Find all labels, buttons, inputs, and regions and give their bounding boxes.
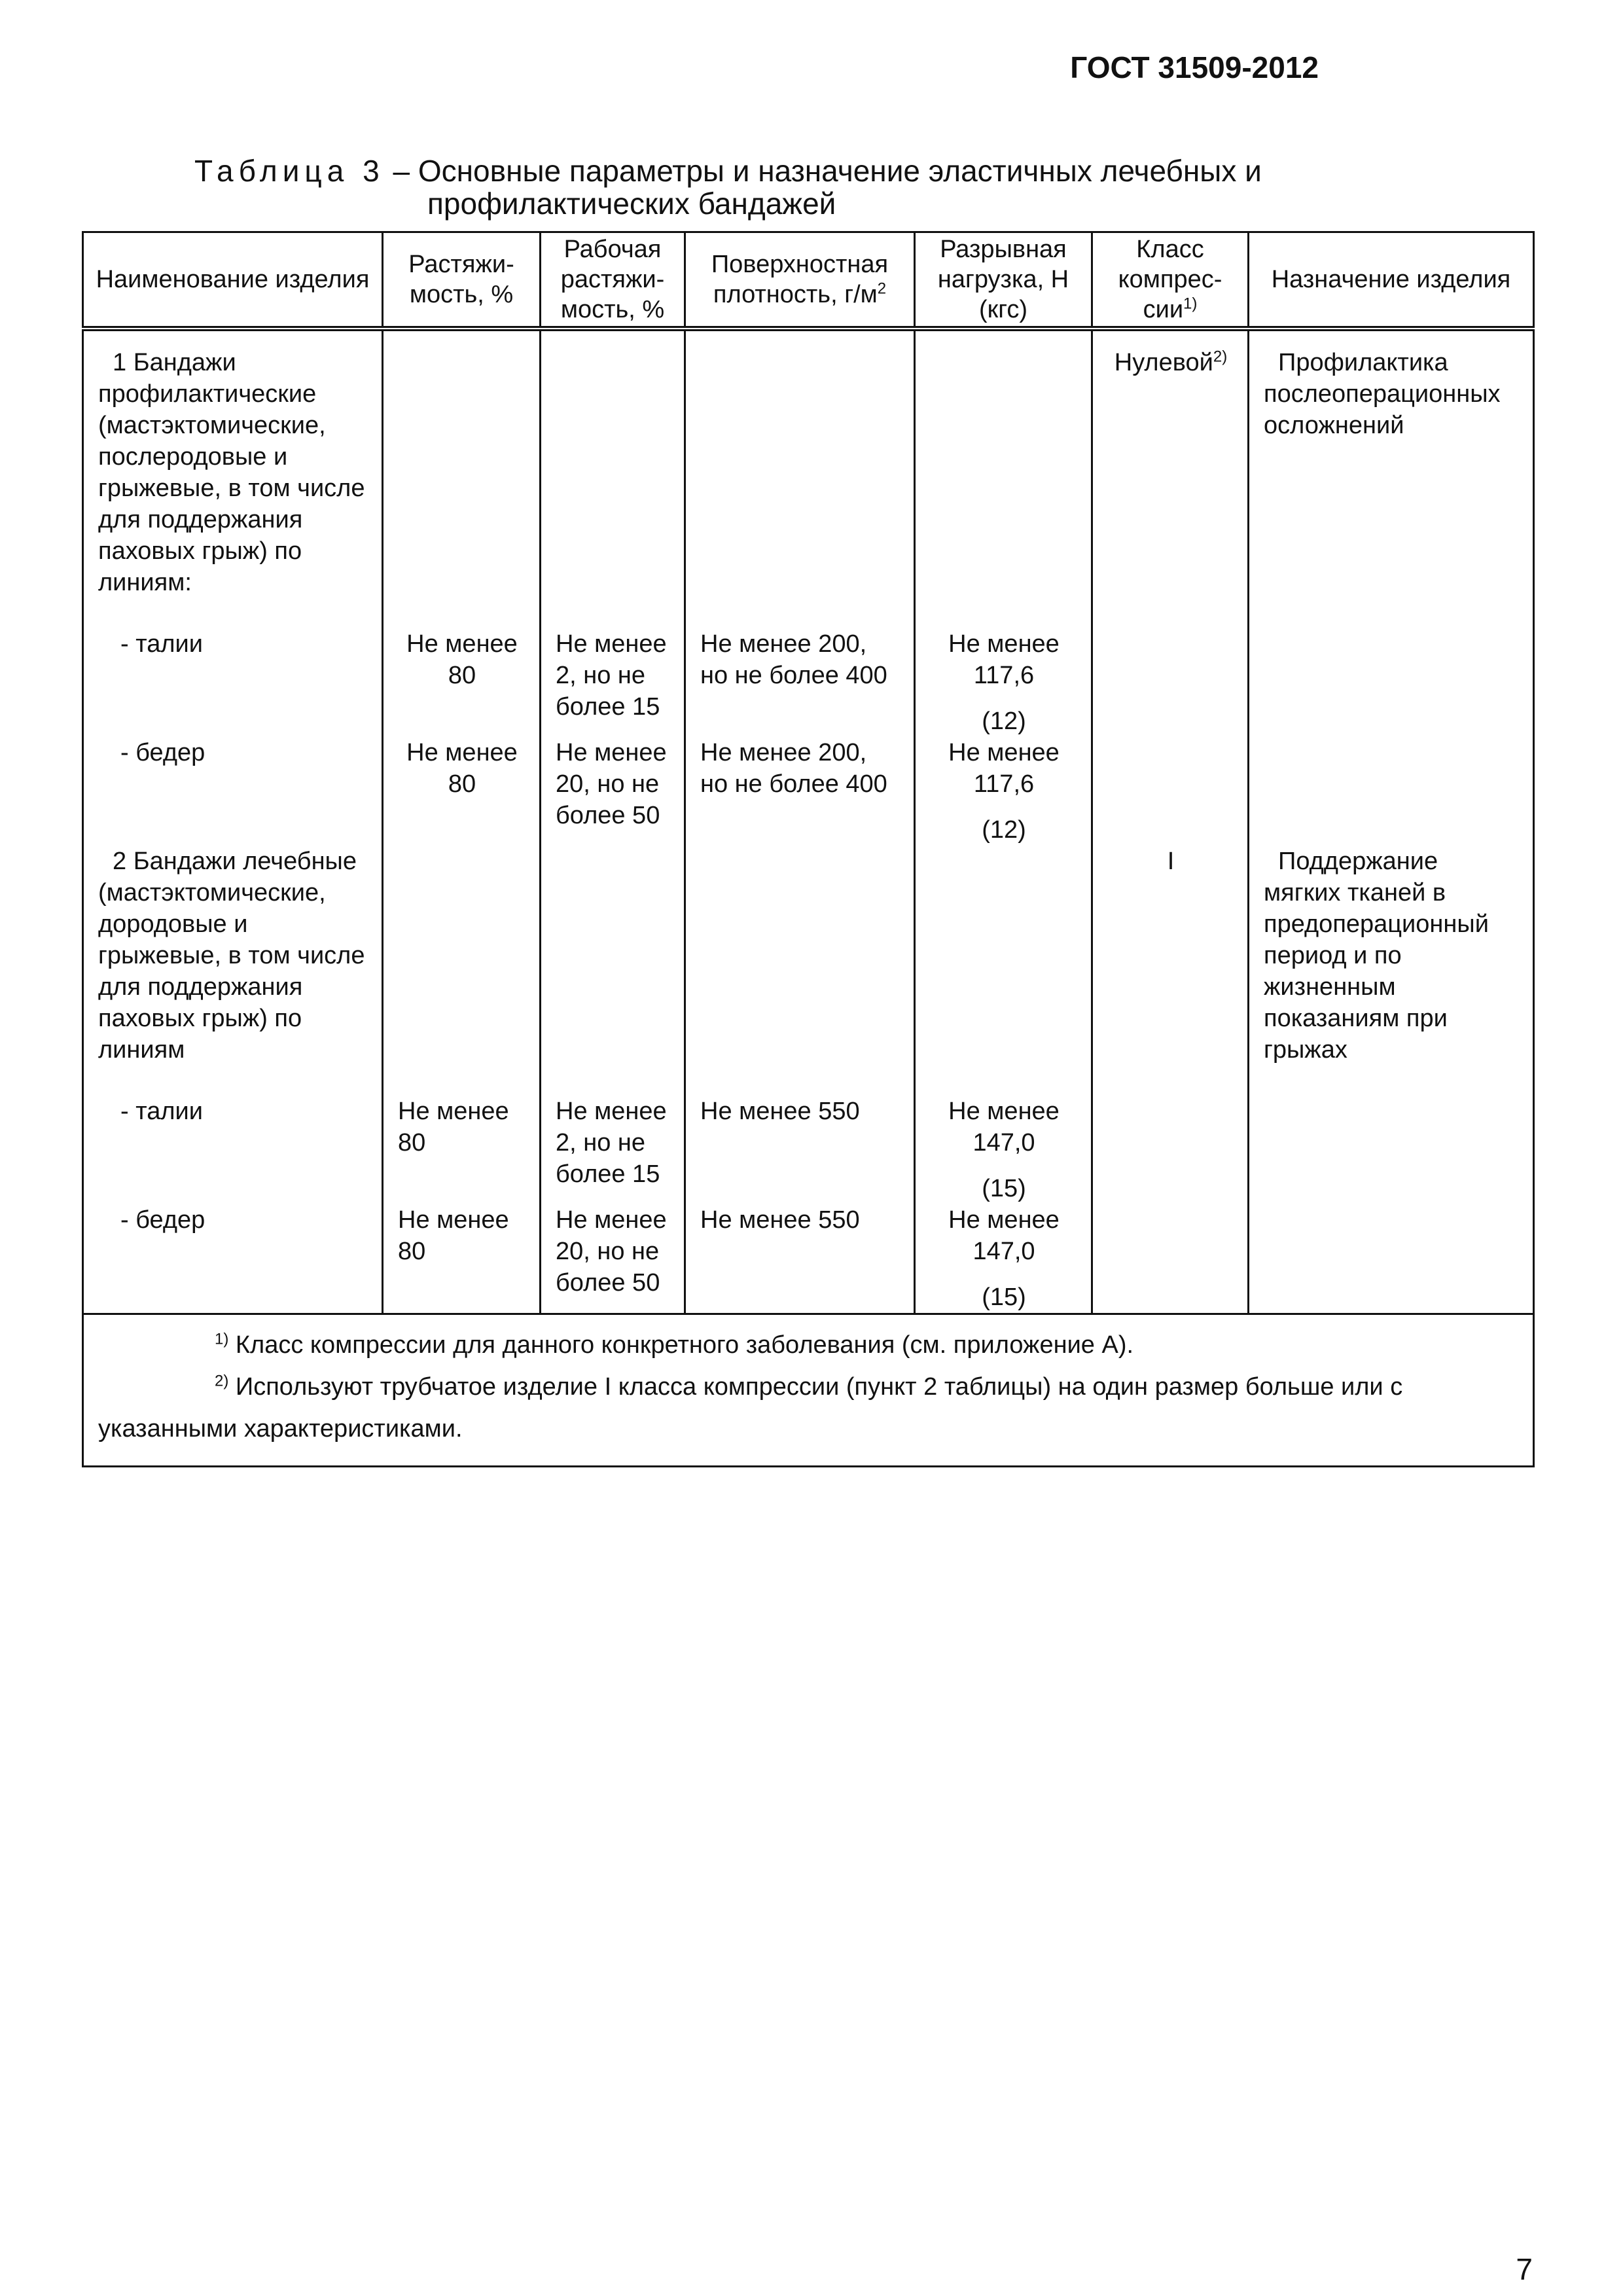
- col-header-load: Разрывная нагрузка, Н (кгс): [915, 232, 1092, 329]
- col-header-purpose: Назначение изделия: [1249, 232, 1534, 329]
- footnotes-row: [83, 1314, 1534, 1467]
- group1-compression: Нулевой$^{2)}$: [1092, 347, 1249, 628]
- row-work-stretch: Не менее 2, но не более 15: [541, 628, 685, 737]
- group2-compression: I: [1092, 846, 1249, 1096]
- row-stretch: Не менее 80: [383, 1096, 541, 1204]
- col-header-work-stretch: Рабочая растяжи-мость, %: [541, 232, 685, 329]
- standard-code: ГОСТ 31509-2012: [1070, 50, 1319, 84]
- col-header-name: Наименование изделия: [83, 232, 383, 329]
- table-row: [83, 1204, 1534, 1314]
- col-header-compression: [1092, 232, 1249, 329]
- footnotes: [83, 1314, 1534, 1467]
- parameters-table: [82, 231, 1535, 1467]
- col-header-compression-text: Класс компрес-сии: [1118, 236, 1222, 323]
- page-number: 7: [1516, 2252, 1533, 2286]
- row-stretch: Не менее 80: [383, 1204, 541, 1314]
- row-density: Не менее 200, но не более 400: [685, 737, 915, 846]
- row-work-stretch: Не менее 20, но не более 50: [541, 737, 685, 846]
- col-header-density: [685, 232, 915, 329]
- group1-name: 1 Бандажи профилактические (мастэктомические, послеродовые и грыжевые, в том числе для поддержания паховых грыж) по линиям:: [83, 347, 383, 628]
- caption-text-1: – Основные параметры и назначение эластичных лечебных и: [384, 154, 1262, 188]
- caption-line-1: [194, 154, 1438, 187]
- density-superscript: 2: [877, 279, 887, 298]
- caption-label: Таблица 3: [194, 154, 385, 188]
- row-density: Не менее 550: [685, 1096, 915, 1204]
- row-name: - талии: [83, 1096, 383, 1204]
- group1-compression-sup: 2): [1213, 348, 1228, 366]
- row-load: Не менее 117,6 (12): [915, 628, 1092, 737]
- row-name: - бедер: [83, 737, 383, 846]
- row-work-stretch: Не менее 2, но не более 15: [541, 1096, 685, 1204]
- row-stretch: Не менее 80: [383, 737, 541, 846]
- row-load: Не менее 147,0 (15): [915, 1204, 1092, 1314]
- row-work-stretch: Не менее 20, но не более 50: [541, 1204, 685, 1314]
- group1-purpose: Профилактика послеоперационных осложнений: [1249, 347, 1534, 628]
- row-name: - талии: [83, 628, 383, 737]
- table-row: [83, 628, 1534, 737]
- group2-name: 2 Бандажи лечебные (мастэктомические, дородовые и грыжевые, в том числе для поддержания паховых грыж) по линиям: [83, 846, 383, 1096]
- footnote-2: $^{2)}$ Используют трубчатое изделие I класса компрессии (пункт 2 таблицы) на один размер больше или с указанными характеристиками.: [98, 1372, 1403, 1443]
- compression-footnote-ref: 1): [1183, 295, 1198, 313]
- col-header-stretch: Растяжи-мость, %: [383, 232, 541, 329]
- table-caption: [194, 154, 1438, 220]
- row-density: Не менее 550: [685, 1204, 915, 1314]
- table-header-row: [83, 232, 1534, 329]
- row-stretch: Не менее 80: [383, 628, 541, 737]
- col-header-density-text: Поверхностная плотность, г/м: [711, 251, 889, 308]
- table-row: [83, 1096, 1534, 1204]
- table-row: [83, 347, 1534, 628]
- row-density: Не менее 200, но не более 400: [685, 628, 915, 737]
- caption-line-2: профилактических бандажей: [427, 187, 836, 221]
- table-row: [83, 846, 1534, 1096]
- row-load: Не менее 147,0 (15): [915, 1096, 1092, 1204]
- row-load: Не менее 117,6 (12): [915, 737, 1092, 846]
- group2-purpose: Поддержание мягких тканей в предоперационный период и по жизненным показаниям при грыжах: [1249, 846, 1534, 1096]
- row-name: - бедер: [83, 1204, 383, 1314]
- table-row: [83, 737, 1534, 846]
- footnote-1: $^{1)}$ Класс компрессии для данного конкретного заболевания (см. приложение А).: [215, 1330, 1134, 1359]
